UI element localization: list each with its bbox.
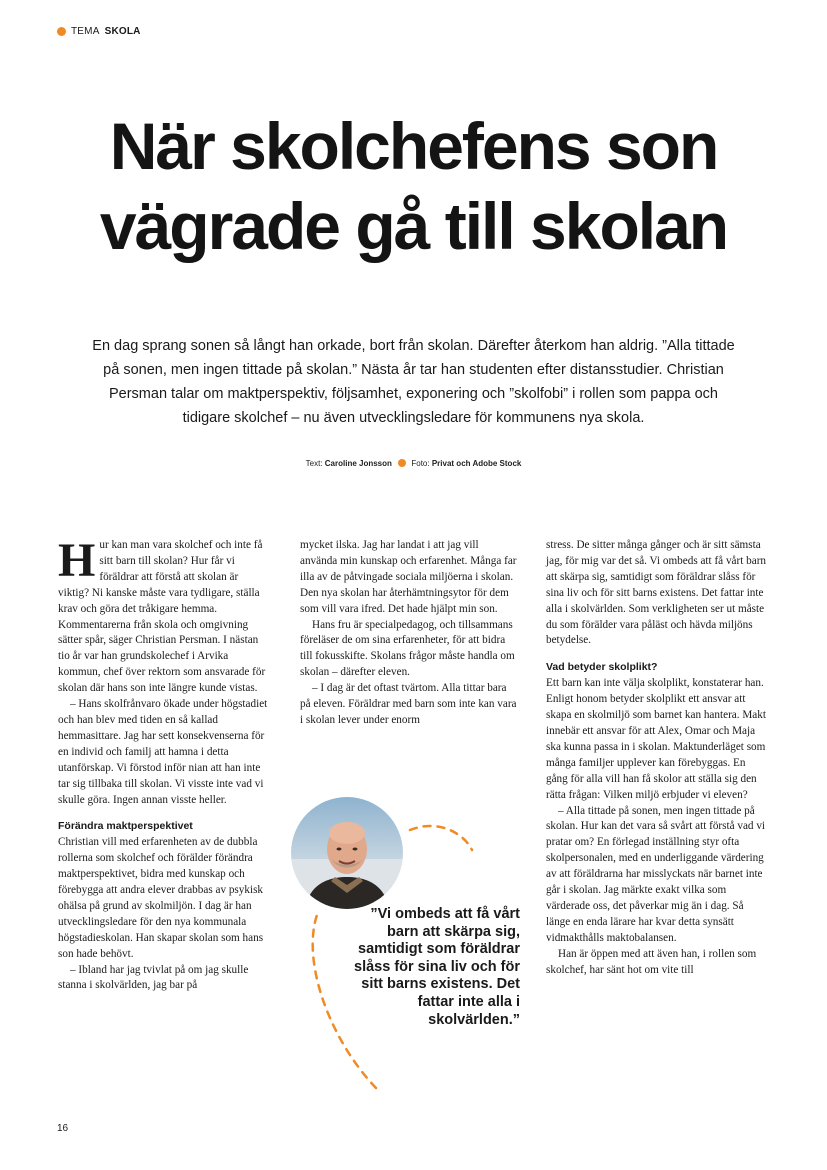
column-2 (300, 538, 518, 729)
page-number: 16 (57, 1123, 69, 1134)
body-paragraph: Ett barn kan inte välja skolplikt, konstaterar han. Enligt honom betyder skolplikt ett ansvar att skapa en skolmiljö som barnet kan hantera. Makt innebär ett ansvar för att Alex, Omar och Maja ska kunna passa in i skolan. Maktunderläget som många familjer upplever kan förebyggas. En gång för alla vill han få skolor att ställa sig den rätta frågan: Vilken miljö erbjuder vi eleven? (546, 677, 766, 801)
byline-text-label: Text: (305, 459, 323, 468)
body-paragraph: Han är öppen med att även han, i rollen som skolchef, har sänt hot om vite till (546, 947, 757, 976)
drop-cap: H (58, 534, 96, 587)
section-topic: SKOLA (104, 26, 141, 37)
byline-photo-credit: Privat och Adobe Stock (431, 459, 522, 468)
subheading: Förändra maktperspektivet (58, 820, 193, 833)
body-paragraph: Hans fru är specialpedagog, och tillsammans föreläser de om sina erfarenheter, för att bidra till fokusskifte. Skolans frågor måste handla om skolan – därefter eleven. (300, 618, 515, 679)
paragraph-text: ur kan man vara skolchef och inte få sitt barn till skolan? Hur får vi föräldrar att förstå att skolan är viktig? Ni kanske måste vara tydligare, ställa krav och göra det tråkigare hemma. Kommentarerna från skola och omgivning sätter spår, säger Christian Persman. I nästan tio år var han grundskolechef i Arvika kommun, chef över rektorn som ansvarade för skolan där hans son inte längre kunde vistas. (58, 539, 266, 695)
column-1 (58, 534, 271, 994)
body-paragraph: – Hans skolfrånvaro ökade under högstadiet och han blev med tiden en så kallad hemmasittare. Jag har sett konsekvenserna för en individ och familj att hamna i detta utanförskap. Vi förstod inför nian att han inte tar sig tillbaka till skolan. Vi visste inte vad vi skulle göra. Ingen annan visste heller. (58, 698, 268, 806)
byline-photo-label: Foto: (411, 459, 430, 468)
byline-author: Caroline Jonsson (324, 459, 392, 468)
subheading: Vad betyder skolplikt? (546, 661, 658, 674)
body-paragraph: mycket ilska. Jag har landat i att jag vill använda min kunskap och erfarenhet. Många far illa av de påtvingade sociala miljöerna i skolan. Den nya skolan har återhämtningsytor för dem som vill vara ifred. Det hade hjälpt min son. (300, 539, 517, 615)
byline-dot (398, 459, 406, 467)
accent-dot (57, 27, 66, 36)
body-paragraph: Christian vill med erfarenheten av de dubbla rollerna som skolchef och förälder förändra maktperspektivet, bidra med kunskap och förebygga att andra elever drabbas av psykisk ohälsa på grund av skolmiljön. I dag är han utvecklingsledare för den nya kommunala högstadieskolan. Han skapar skolan som hans son hade behövt. (58, 836, 264, 960)
portrait-photo (291, 797, 403, 909)
pull-quote: ”Vi ombeds att få vårt barn att skärpa sig, samtidigt som föräldrar slåss för sina liv och för sitt barns existens. Det fattar inte alla i skolvärlden.” (354, 906, 520, 1028)
lead-paragraph: En dag sprang sonen så långt han orkade, bort från skolan. Därefter återkom han aldrig. ”Alla tittade på sonen, men ingen tittade på skolan.” Nästa år tar han studenten efter distansstudier. Christian Persman talar om maktperspektiv, följsamhet, exponering och ”skolfobi” i rollen som pappa och tidigare skolchef – nu även utvecklingsledare för kommunens nya skola. (92, 338, 735, 426)
body-paragraph: stress. De sitter många gånger och är sitt sämsta jag, för mig var det så. Vi ombeds att få vårt barn att skärpa sig, samtidigt som föräldrar slåss för sina liv och för sitt barns existens. Det fattar inte alla i skolvärlden. Som verkligheten ser ut måste du som förälder vara påläst och hävda miljöns betydelse. (546, 539, 767, 647)
body-paragraph: – Alla tittade på sonen, men ingen tittade på skolan. Hur kan det vara så svårt att förstå vad vi pratar om? En förlegad inställning styr ofta skolpersonalen, med en underliggande värdering av att föräldrarna har misslyckats när barnet inte går i skolan. Jag märkte exakt vilka som värderade oss, det påverkar mig än i dag. Så länge en enda lärare har kvar detta synsätt vidmakthålls maktobalansen. (546, 804, 766, 944)
section-label: TEMA (71, 26, 100, 37)
body-paragraph (58, 534, 271, 697)
body-paragraph: – I dag är det oftast tvärtom. Alla tittar bara på eleven. Föräldrar med barn som inte kan vara i skolan lever under enorm (300, 682, 517, 726)
byline (0, 459, 827, 468)
headline: När skolchefens son vägrade gå till skolan (99, 109, 728, 263)
column-3 (546, 538, 768, 978)
section-tag (57, 26, 141, 37)
body-paragraph: – Ibland har jag tvivlat på om jag skulle stanna i skolvärlden, jag bar på (58, 963, 249, 992)
